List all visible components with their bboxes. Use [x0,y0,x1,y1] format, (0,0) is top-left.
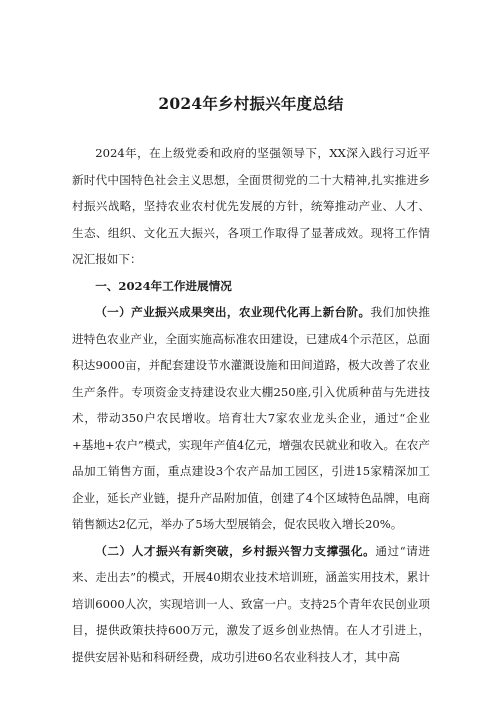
talent-paragraph [72,538,430,671]
section-heading: 一、2024年工作进展情况 [95,278,232,293]
industry-paragraph [72,299,430,538]
talent-lead: （二）人才振兴有新突破，乡村振兴智力支撑强化。 [95,543,376,558]
industry-body: 我们加快推进特色农业产业，全面实施高标准农田建设，已建成4个示范区，总面积达9000亩，并配套建设节水灌溉设施和田间道路，极大改善了农业生产条件。专项资金支持建设农业大棚250座,引入优质种苗与先进技术，带动350户农民增收。培育壮大7家农业龙头企业，通过“企业+基地+农户”模式，实现年产值4亿元，增强农民就业和收入。在农产品加工销售方面，重点建设3个农产品加工园区，引进15家精深加工企业，延长产业链，提升产品附加值，创建了4个区域特色品牌，电商销售额达2亿元，举办了5场大型展销会，促农民收入增长20%。 [72,305,430,531]
intro-paragraph: 2024年，在上级党委和政府的坚强领导下，XX深入践行习近平新时代中国特色社会主义思想，全面贯彻党的二十大精神,扎实推进乡村振兴战略，坚持农业农村优先发展的方针，统筹推动产业、人才、生态、组织、文化五大振兴，各项工作取得了显著成效。现将工作情况汇报如下： [72,146,430,266]
document-title: 2024年乡村振兴年度总结 [158,94,344,113]
industry-lead: （一）产业振兴成果突出，农业现代化再上新台阶。 [95,305,371,319]
talent-body: 通过“请进来、走出去”的模式，开展40期农业技术培训班，涵盖实用技术，累计培训6000人次，实现培训一人、致富一户。支持25个青年农民创业项目，提供政策扶持600万元，激发了返乡创业热情。在人才引进上，提供安居补贴和科研经费，成功引进60名农业科技人才，其中高 [72,543,430,664]
